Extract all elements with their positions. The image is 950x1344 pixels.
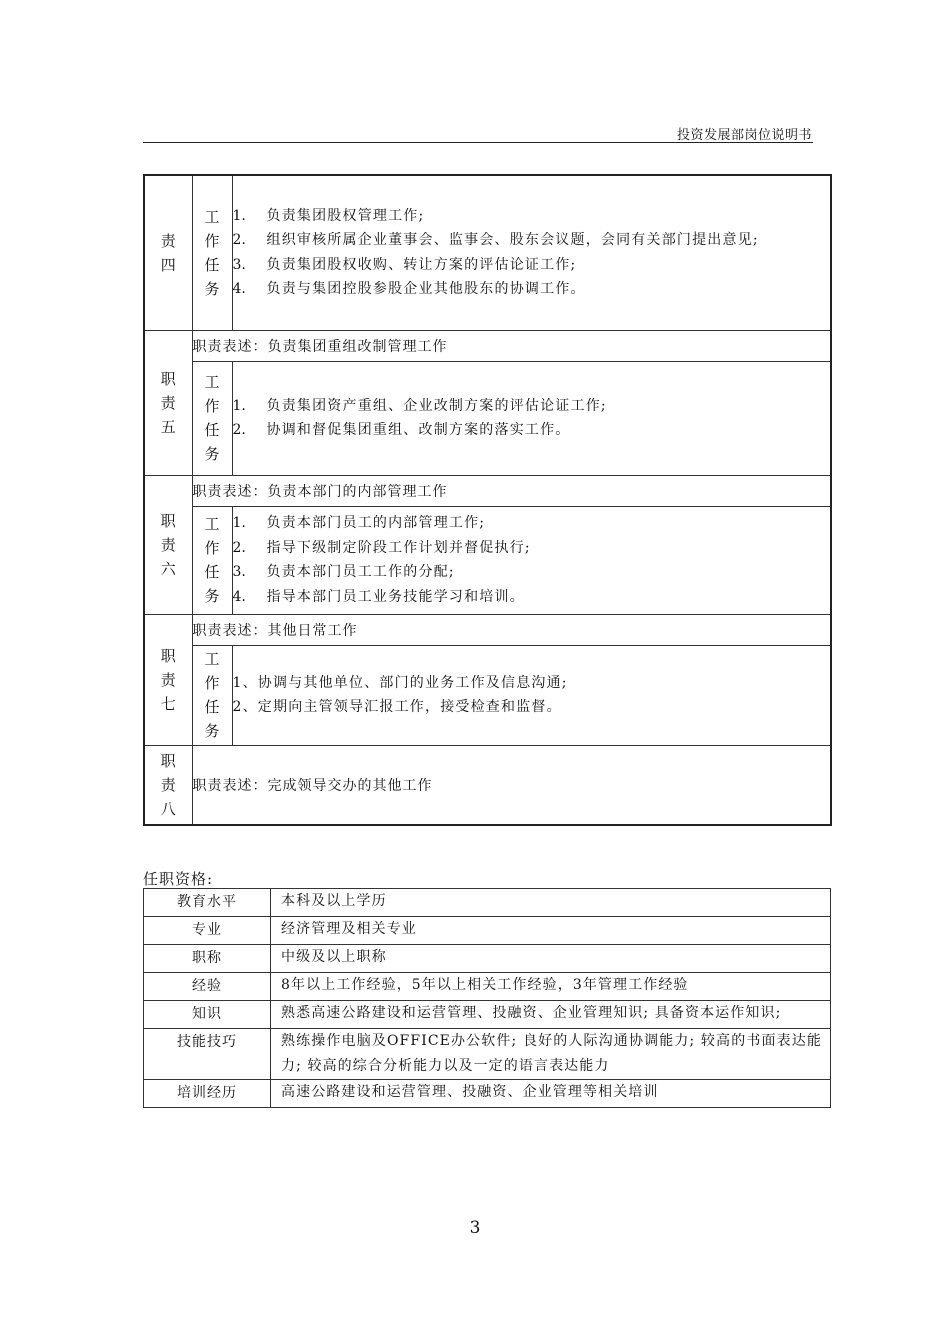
- qualification-value: 本科及以上学历: [271, 889, 831, 917]
- duty-5-label: 职 责 五: [144, 330, 192, 475]
- task-item: 4. 指导本部门员工业务技能学习和培训。: [232, 588, 525, 605]
- qualification-key: 教育水平: [144, 889, 271, 917]
- duty-5-task-list: [232, 361, 831, 475]
- header-divider: [143, 142, 813, 143]
- qualification-value: 高速公路建设和运营管理、投融资、企业管理等相关培训: [271, 1080, 831, 1108]
- task-item: 1. 负责集团资产重组、企业改制方案的评估论证工作;: [232, 397, 607, 414]
- task-item: 1. 负责集团股权管理工作;: [232, 207, 425, 224]
- task-item: 3. 负责集团股权收购、转让方案的评估论证工作;: [232, 256, 577, 273]
- task-item: 1、协调与其他单位、部门的业务工作及信息沟通;: [232, 674, 568, 691]
- duty-7-statement-row: [144, 614, 831, 645]
- qualification-row: [144, 1080, 831, 1108]
- qualification-row: [144, 973, 831, 1001]
- task-item: 2. 组织审核所属企业董事会、监事会、股东会议题，会同有关部门提出意见;: [232, 232, 759, 249]
- duty-6-statement: 职责表述：负责本部门的内部管理工作: [192, 475, 831, 506]
- document-header-title: 投资发展部岗位说明书: [676, 128, 812, 143]
- duty-6-statement-row: [144, 475, 831, 506]
- duty-8-row: [144, 745, 831, 825]
- qualification-row: [144, 945, 831, 973]
- qualifications-table: [143, 888, 831, 1108]
- duty-4-task-list: [232, 175, 831, 330]
- duty-7-task-label: 工 作 任 务: [192, 645, 232, 745]
- duty-5-task-label: 工 作 任 务: [192, 361, 232, 475]
- task-item: 2. 协调和督促集团重组、改制方案的落实工作。: [232, 422, 571, 438]
- duty-8-label: 职 责 八: [144, 745, 192, 825]
- qualification-key: 专业: [144, 917, 271, 945]
- task-item: 3. 负责本部门员工工作的分配;: [232, 564, 455, 580]
- page-number: 3: [469, 1218, 481, 1238]
- duty-6-label: 职 责 六: [144, 475, 192, 614]
- duty-6-task-label: 工 作 任 务: [192, 506, 232, 614]
- duty-5-statement: 职责表述：负责集团重组改制管理工作: [192, 330, 831, 361]
- duty-7-task-list: [232, 645, 831, 745]
- duty-5-statement-row: [144, 330, 831, 361]
- qualification-key: 经验: [144, 973, 271, 1001]
- duty-6-task-row: [144, 506, 831, 614]
- duty-6-task-list: [232, 506, 831, 614]
- qualification-row: [144, 889, 831, 917]
- qualification-row: [144, 1001, 831, 1029]
- task-item: 4. 负责与集团控股参股企业其他股东的协调工作。: [232, 281, 586, 298]
- duty-8-statement: 职责表述：完成领导交办的其他工作: [192, 745, 831, 825]
- duty-7-statement: 职责表述：其他日常工作: [192, 614, 831, 645]
- qualification-row: [144, 1029, 831, 1080]
- task-item: 1. 负责本部门员工的内部管理工作;: [232, 515, 486, 531]
- qualification-value: 熟练操作电脑及OFFICE办公软件; 良好的人际沟通协调能力; 较高的书面表达能力; 较高的综合分析能力以及一定的语言表达能力: [271, 1029, 831, 1080]
- task-item: 2、定期向主管领导汇报工作，接受检查和监督。: [232, 699, 562, 715]
- task-item: 2. 指导下级制定阶段工作计划并督促执行;: [232, 539, 531, 556]
- qualification-key: 培训经历: [144, 1080, 271, 1108]
- duty-4-task-row: [144, 175, 831, 330]
- qualification-row: [144, 917, 831, 945]
- duty-7-task-row: [144, 645, 831, 745]
- duty-table: [143, 174, 832, 826]
- qualification-value: 经济管理及相关专业: [271, 917, 831, 945]
- duty-4-label: 责 四: [144, 175, 192, 330]
- qualification-key: 职称: [144, 945, 271, 973]
- qualifications-title: 任职资格:: [143, 870, 214, 888]
- qualification-value: 8年以上工作经验，5年以上相关工作经验，3年管理工作经验: [271, 973, 831, 1001]
- qualification-value: 熟悉高速公路建设和运营管理、投融资、企业管理知识; 具备资本运作知识;: [271, 1001, 831, 1029]
- duty-5-task-row: [144, 361, 831, 475]
- duty-4-task-label: 工 作 任 务: [192, 175, 232, 330]
- duty-7-label: 职 责 七: [144, 614, 192, 745]
- qualification-key: 技能技巧: [144, 1029, 271, 1080]
- qualification-key: 知识: [144, 1001, 271, 1029]
- qualification-value: 中级及以上职称: [271, 945, 831, 973]
